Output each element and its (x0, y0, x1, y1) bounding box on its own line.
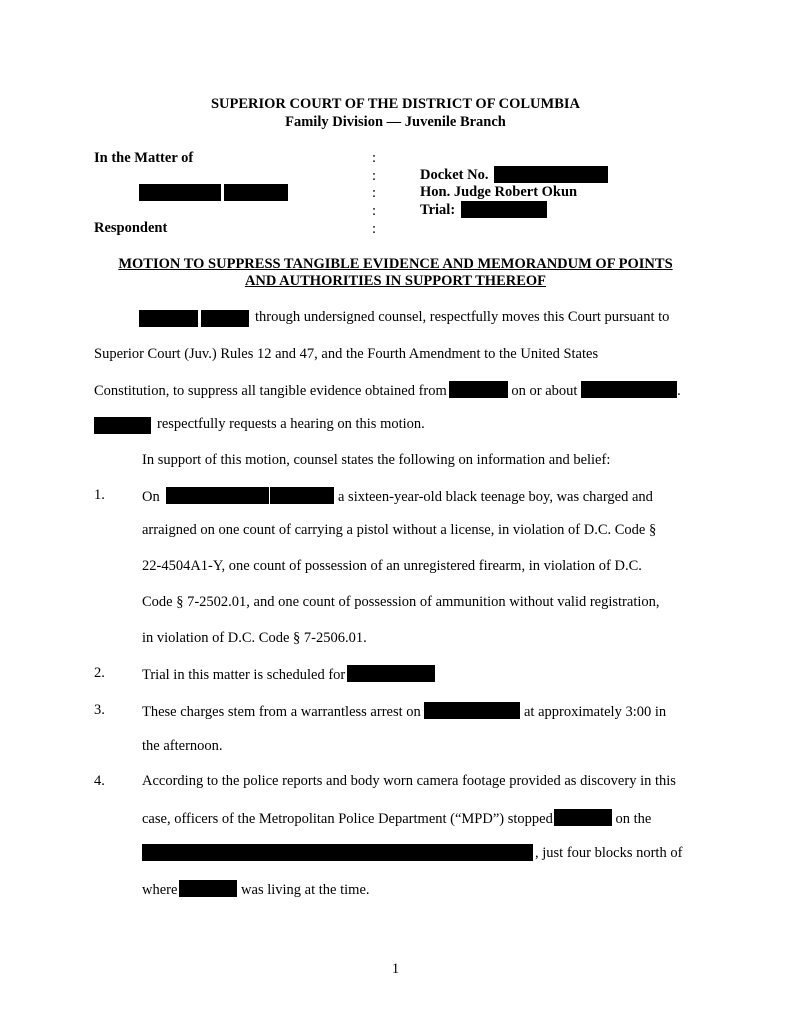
intro-line-1: through undersigned counsel, respectfully moves this Court pursuant to (255, 309, 670, 325)
motion-title-line2: AND AUTHORITIES IN SUPPORT THEREOF (244, 273, 547, 289)
item3-line-1: These charges stem from a warrantless arrest on at approximately 3:00 in (142, 704, 667, 720)
redacted-respondent-first-name (139, 184, 221, 201)
item-number: 1. (94, 487, 105, 503)
redacted-name (94, 417, 151, 434)
item1-line-3: 22-4504A1-Y, one count of possession of an unregistered firearm, in violation of D.C. (142, 558, 642, 574)
item-number: 3. (94, 702, 105, 718)
caption-colon: : (372, 221, 377, 237)
redacted-name (201, 310, 249, 327)
item1-line-5: in violation of D.C. Code § 7-2506.01. (142, 630, 367, 646)
motion-title-line1: MOTION TO SUPPRESS TANGIBLE EVIDENCE AND MEMORANDUM OF POINTS (118, 256, 673, 272)
redacted-trial-date (347, 665, 435, 682)
redacted-name (554, 809, 612, 826)
item1-line-1: On a sixteen-year-old black teenage boy, was charged and (142, 489, 653, 505)
redacted-respondent-last-name (224, 184, 288, 201)
caption-colon: : (372, 203, 377, 219)
intro-line-2: Superior Court (Juv.) Rules 12 and 47, and the Fourth Amendment to the United States (94, 346, 599, 362)
docket-label: Docket No. (420, 167, 489, 183)
redacted-name (139, 310, 198, 327)
redacted-docket-number (494, 166, 608, 183)
redacted-date (166, 487, 269, 504)
item4-line-2: case, officers of the Metropolitan Police Department (“MPD”) stopped on the (142, 811, 652, 827)
redacted-location (449, 381, 508, 398)
judge-name: Hon. Judge Robert Okun (420, 184, 578, 200)
item1-line-4: Code § 7-2502.01, and one count of possession of ammunition without valid registration, (142, 594, 660, 610)
item4-line-1: According to the police reports and body worn camera footage provided as discovery in this (142, 773, 676, 789)
item-number: 2. (94, 665, 105, 681)
item4-line-4: where was living at the time. (142, 882, 370, 898)
item3-line-2: the afternoon. (142, 738, 223, 754)
page-number: 1 (391, 961, 400, 977)
court-name: SUPERIOR COURT OF THE DISTRICT OF COLUMBIA (210, 96, 581, 112)
item2-line-1: Trial in this matter is scheduled for (142, 665, 435, 684)
redacted-name (270, 487, 334, 504)
caption-colon: : (372, 168, 377, 184)
intro-line-5: In support of this motion, counsel states the following on information and belief: (142, 452, 611, 468)
in-the-matter-of: In the Matter of (94, 150, 194, 166)
caption-colon: : (372, 185, 377, 201)
redacted-name (179, 880, 237, 897)
redacted-date (424, 702, 520, 719)
item1-line-2: arraigned on one count of carrying a pistol without a license, in violation of D.C. Code § (142, 522, 657, 538)
trial-label: Trial: (420, 202, 456, 218)
intro-line-4: respectfully requests a hearing on this motion. (157, 416, 425, 432)
redacted-location (142, 844, 533, 861)
item4-line-3: , just four blocks north of (535, 845, 683, 861)
redacted-date (581, 381, 677, 398)
intro-line-3: Constitution, to suppress all tangible evidence obtained from on or about . (94, 383, 681, 399)
court-division: Family Division — Juvenile Branch (285, 114, 506, 130)
respondent-label: Respondent (94, 220, 168, 236)
caption-colon: : (372, 150, 377, 166)
redacted-trial-date (461, 201, 547, 218)
item-number: 4. (94, 773, 105, 789)
